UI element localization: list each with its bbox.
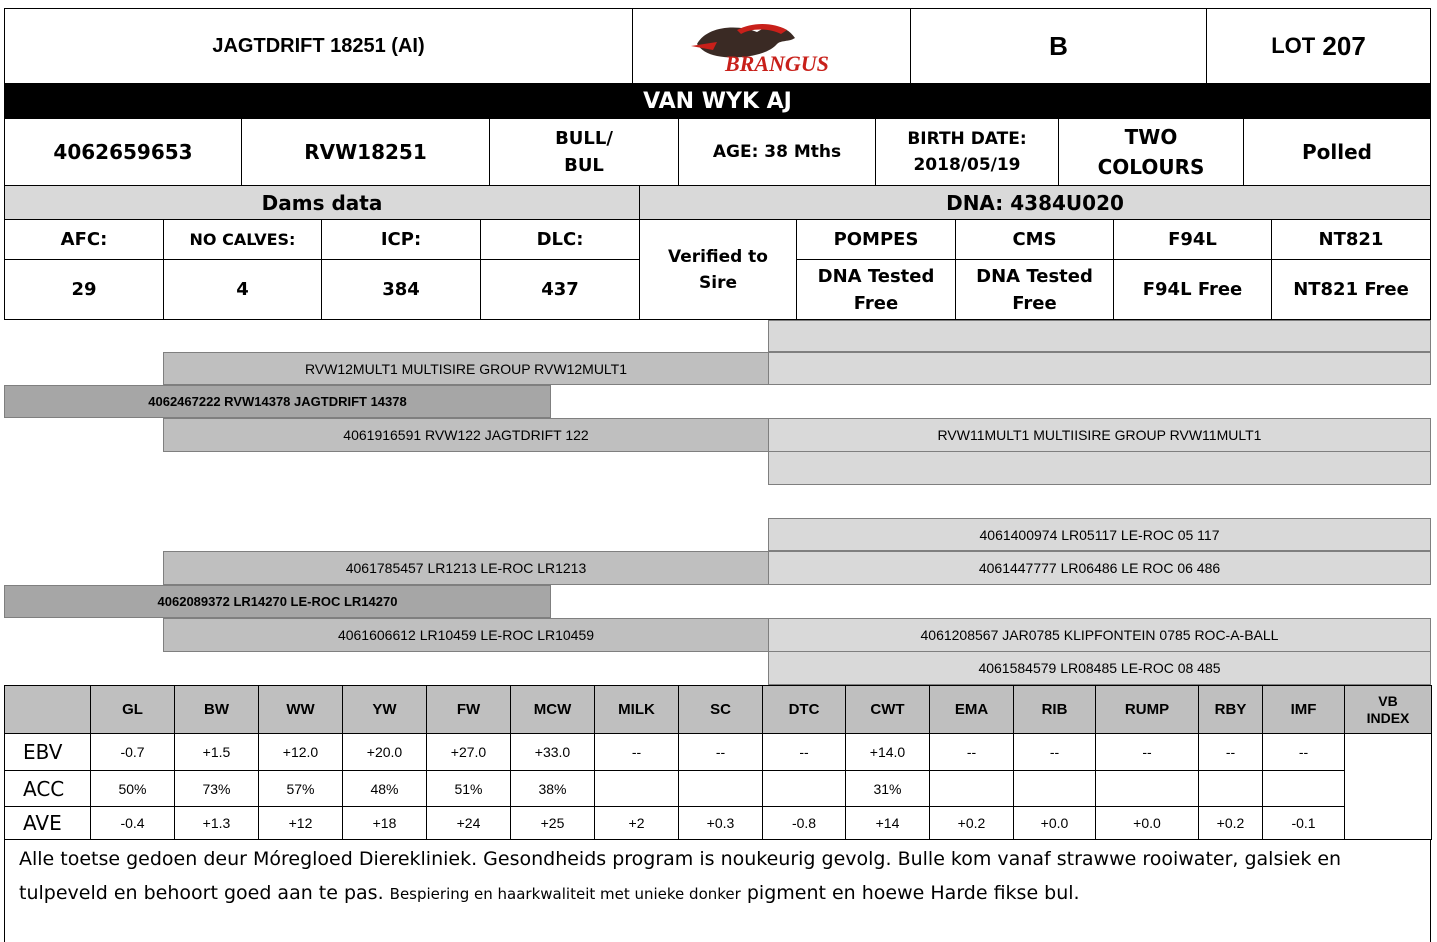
afc-value-text: 29 bbox=[71, 279, 97, 300]
animal-name-text: JAGTDRIFT 18251 (AI) bbox=[212, 34, 425, 57]
pompes-label bbox=[796, 219, 956, 260]
ebv-header-ema: EMA bbox=[929, 685, 1014, 734]
cms-value bbox=[955, 259, 1114, 320]
ebv-cell bbox=[1262, 770, 1345, 807]
f94l-value bbox=[1113, 259, 1272, 320]
calves-value bbox=[163, 259, 322, 320]
pompes-value bbox=[796, 259, 956, 320]
colour-line1: TWO bbox=[1124, 125, 1178, 149]
ebv-cell: -0.4 bbox=[90, 806, 175, 840]
f94l-label bbox=[1113, 219, 1272, 260]
ebv-cell: +1.5 bbox=[174, 733, 259, 771]
ebv-cell: 31% bbox=[845, 770, 930, 807]
lot bbox=[1206, 8, 1431, 84]
afc-value bbox=[4, 259, 164, 320]
ebv-cell: +20.0 bbox=[342, 733, 427, 771]
pedigree-dam-sire-sire bbox=[768, 518, 1431, 551]
age bbox=[678, 118, 876, 186]
dam-sire-dam-text: 4061447777 LR06486 LE ROC 06 486 bbox=[978, 560, 1221, 576]
sire-dam-text: 4061916591 RVW122 JAGTDRIFT 122 bbox=[343, 427, 589, 443]
sex-line1: BULL/ bbox=[555, 128, 613, 149]
afc-label bbox=[4, 219, 164, 260]
svg-text:BRANGUS: BRANGUS bbox=[724, 51, 829, 76]
dam-text: 4062089372 LR14270 LE-ROC LR14270 bbox=[157, 594, 398, 609]
pedigree-dam-dam-dam bbox=[768, 651, 1431, 685]
verified-line1: Verified to bbox=[668, 246, 768, 267]
dam-dam-text: 4061606612 LR10459 LE-ROC LR10459 bbox=[337, 627, 595, 643]
ebv-cell: 38% bbox=[510, 770, 595, 807]
notes-main: Alle toetse gedoen deur Móregloed Dierekliniek. Gesondheids program is noukeurig gevolg. Bulle kom vanaf strawwe rooiwater, galsiek en tulpeveld en behoort goed aan te pas. bbox=[19, 848, 1342, 904]
dam-dam-sire-text: 4061208567 JAR0785 KLIPFONTEIN 0785 ROC-A-BALL bbox=[920, 627, 1279, 643]
ebv-cell: -- bbox=[929, 733, 1014, 771]
tag bbox=[241, 118, 490, 186]
sire-dam-sire-text: RVW11MULT1 MULTIISIRE GROUP RVW11MULT1 bbox=[937, 427, 1262, 443]
pedigree-empty-1 bbox=[768, 320, 1431, 352]
ebv-header-rby: RBY bbox=[1198, 685, 1263, 734]
ebv-cell: 50% bbox=[90, 770, 175, 807]
ebv-header-sc: SC bbox=[678, 685, 763, 734]
ebv-cell: +14.0 bbox=[845, 733, 930, 771]
tag-text: RVW18251 bbox=[304, 140, 427, 164]
sire-text: 4062467222 RVW14378 JAGTDRIFT 14378 bbox=[148, 394, 407, 409]
ebv-cell: +1.3 bbox=[174, 806, 259, 840]
ebv-header-imf: IMF bbox=[1262, 685, 1345, 734]
dlc-label-text: DLC: bbox=[536, 229, 584, 250]
breeder-name: VAN WYK AJ bbox=[643, 88, 792, 114]
sire-sire-text: RVW12MULT1 MULTISIRE GROUP RVW12MULT1 bbox=[304, 360, 628, 377]
dna-title-text: DNA: 4384U020 bbox=[946, 190, 1124, 215]
ebv-header-blank bbox=[4, 685, 91, 734]
pedigree-empty-2 bbox=[768, 352, 1431, 385]
vb-index-value bbox=[1344, 733, 1432, 840]
grade-text: B bbox=[1049, 30, 1068, 61]
icp-label bbox=[321, 219, 481, 260]
nt821-label bbox=[1271, 219, 1431, 260]
vb-header-line2: INDEX bbox=[1366, 709, 1410, 726]
horn-status-text: Polled bbox=[1302, 140, 1372, 164]
pedigree-dam bbox=[4, 585, 551, 618]
colour bbox=[1058, 118, 1244, 186]
sex-line2: BUL bbox=[564, 155, 604, 176]
pedigree-sire bbox=[4, 385, 551, 418]
pompes-line1: DNA Tested bbox=[817, 265, 935, 287]
lot-number: 207 bbox=[1322, 30, 1366, 61]
ebv-header-rib: RIB bbox=[1013, 685, 1096, 734]
ebv-cell: +12 bbox=[258, 806, 343, 840]
pedigree-dam-sire bbox=[163, 551, 769, 585]
birth-date-text: 2018/05/19 bbox=[913, 155, 1021, 175]
f94l-value-text: F94L Free bbox=[1142, 279, 1243, 300]
animal-name bbox=[4, 8, 633, 84]
pedigree-empty-3 bbox=[768, 451, 1431, 485]
icp-value bbox=[321, 259, 481, 320]
cms-line1: DNA Tested bbox=[976, 265, 1093, 287]
ebv-cell bbox=[929, 770, 1014, 807]
ebv-cell: +0.3 bbox=[678, 806, 763, 840]
dams-title-text: Dams data bbox=[261, 190, 383, 215]
sex bbox=[489, 118, 679, 186]
ebv-header-gl: GL bbox=[90, 685, 175, 734]
cms-label-text: CMS bbox=[1012, 229, 1057, 250]
ebv-header-ww: WW bbox=[258, 685, 343, 734]
nt821-value-text: NT821 Free bbox=[1293, 279, 1409, 300]
ebv-cell: +25 bbox=[510, 806, 595, 840]
birth-label: BIRTH DATE: bbox=[907, 129, 1027, 149]
grade bbox=[910, 8, 1207, 84]
notes-tail: pigment en hoewe Harde fikse bul. bbox=[746, 882, 1080, 904]
ebv-cell: 51% bbox=[426, 770, 511, 807]
icp-label-text: ICP: bbox=[380, 229, 422, 250]
vb-header-line1: VB bbox=[1378, 692, 1398, 709]
ebv-cell: +14 bbox=[845, 806, 930, 840]
nt821-label-text: NT821 bbox=[1318, 229, 1384, 250]
pedigree-dam-dam bbox=[163, 618, 769, 652]
ebv-header-rump: RUMP bbox=[1095, 685, 1199, 734]
ebv-cell: +33.0 bbox=[510, 733, 595, 771]
ebv-cell: +0.0 bbox=[1095, 806, 1199, 840]
ebv-header-milk: MILK bbox=[594, 685, 679, 734]
f94l-label-text: F94L bbox=[1168, 229, 1217, 250]
ebv-cell: +18 bbox=[342, 806, 427, 840]
colour-line2: COLOURS bbox=[1097, 155, 1205, 179]
dam-dam-dam-text: 4061584579 LR08485 LE-ROC 08 485 bbox=[978, 660, 1221, 676]
ebv-cell: -- bbox=[762, 733, 846, 771]
calves-label-text: NO CALVES: bbox=[189, 230, 296, 249]
id-number-text: 4062659653 bbox=[53, 140, 193, 164]
ebv-cell bbox=[1013, 770, 1096, 807]
bull-icon bbox=[677, 16, 867, 76]
ebv-cell: 73% bbox=[174, 770, 259, 807]
pedigree-dam-dam-sire bbox=[768, 618, 1431, 652]
afc-label-text: AFC: bbox=[60, 229, 108, 250]
ebv-cell: +0.2 bbox=[929, 806, 1014, 840]
ebv-cell: +2 bbox=[594, 806, 679, 840]
breeder-bar bbox=[4, 83, 1431, 119]
ebv-cell bbox=[1095, 770, 1199, 807]
dlc-label bbox=[480, 219, 640, 260]
ebv-cell: -0.1 bbox=[1262, 806, 1345, 840]
ebv-cell bbox=[594, 770, 679, 807]
ebv-header-yw: YW bbox=[342, 685, 427, 734]
lot-label: LOT bbox=[1271, 33, 1316, 58]
ebv-row-label-acc: ACC bbox=[4, 770, 91, 807]
cms-label bbox=[955, 219, 1114, 260]
pedigree-dam-sire-dam bbox=[768, 551, 1431, 585]
calves-label bbox=[163, 219, 322, 260]
ebv-cell bbox=[678, 770, 763, 807]
notes-small: Bespiering en haarkwaliteit met unieke donker bbox=[389, 885, 741, 903]
pedigree-sire-dam-sire bbox=[768, 418, 1431, 452]
ebv-row-label-ebv: EBV bbox=[4, 733, 91, 771]
birth-date bbox=[875, 118, 1059, 186]
ebv-row-label-ave: AVE bbox=[4, 806, 91, 840]
ebv-header-vb-index bbox=[1344, 685, 1432, 734]
ebv-cell: +12.0 bbox=[258, 733, 343, 771]
horn-status bbox=[1243, 118, 1431, 186]
ebv-cell: -- bbox=[1262, 733, 1345, 771]
ebv-cell: +24 bbox=[426, 806, 511, 840]
dam-sire-text: 4061785457 LR1213 LE-ROC LR1213 bbox=[345, 560, 587, 576]
ebv-cell: -- bbox=[1198, 733, 1263, 771]
pompes-label-text: POMPES bbox=[833, 229, 919, 250]
ebv-cell bbox=[1198, 770, 1263, 807]
pedigree-sire-dam bbox=[163, 418, 769, 452]
age-text: AGE: 38 Mths bbox=[712, 142, 842, 162]
dam-sire-sire-text: 4061400974 LR05117 LE-ROC 05 117 bbox=[979, 526, 1220, 543]
ebv-cell: 48% bbox=[342, 770, 427, 807]
id-number bbox=[4, 118, 242, 186]
ebv-cell: 57% bbox=[258, 770, 343, 807]
verified-line2: Sire bbox=[699, 272, 737, 293]
ebv-cell: -0.8 bbox=[762, 806, 846, 840]
dlc-value-text: 437 bbox=[541, 279, 579, 300]
ebv-cell: -- bbox=[678, 733, 763, 771]
calves-value-text: 4 bbox=[236, 279, 249, 300]
verified-sire bbox=[639, 219, 797, 320]
pedigree-sire-sire bbox=[163, 352, 769, 385]
ebv-header-dtc: DTC bbox=[762, 685, 846, 734]
ebv-header-cwt: CWT bbox=[845, 685, 930, 734]
ebv-cell: -- bbox=[1095, 733, 1199, 771]
ebv-header-mcw: MCW bbox=[510, 685, 595, 734]
ebv-cell: -- bbox=[1013, 733, 1096, 771]
dna-title bbox=[639, 185, 1431, 220]
dlc-value bbox=[480, 259, 640, 320]
ebv-cell: -- bbox=[594, 733, 679, 771]
ebv-cell: -0.7 bbox=[90, 733, 175, 771]
pompes-line2: Free bbox=[853, 292, 899, 314]
icp-value-text: 384 bbox=[382, 279, 420, 300]
ebv-header-fw: FW bbox=[426, 685, 511, 734]
nt821-value bbox=[1271, 259, 1431, 320]
ebv-cell bbox=[762, 770, 846, 807]
cms-line2: Free bbox=[1012, 292, 1057, 314]
brangus-logo bbox=[632, 8, 911, 84]
ebv-cell: +0.2 bbox=[1198, 806, 1263, 840]
notes bbox=[4, 839, 1431, 942]
ebv-cell: +27.0 bbox=[426, 733, 511, 771]
ebv-header-bw: BW bbox=[174, 685, 259, 734]
ebv-cell: +0.0 bbox=[1013, 806, 1096, 840]
dams-title bbox=[4, 185, 640, 220]
